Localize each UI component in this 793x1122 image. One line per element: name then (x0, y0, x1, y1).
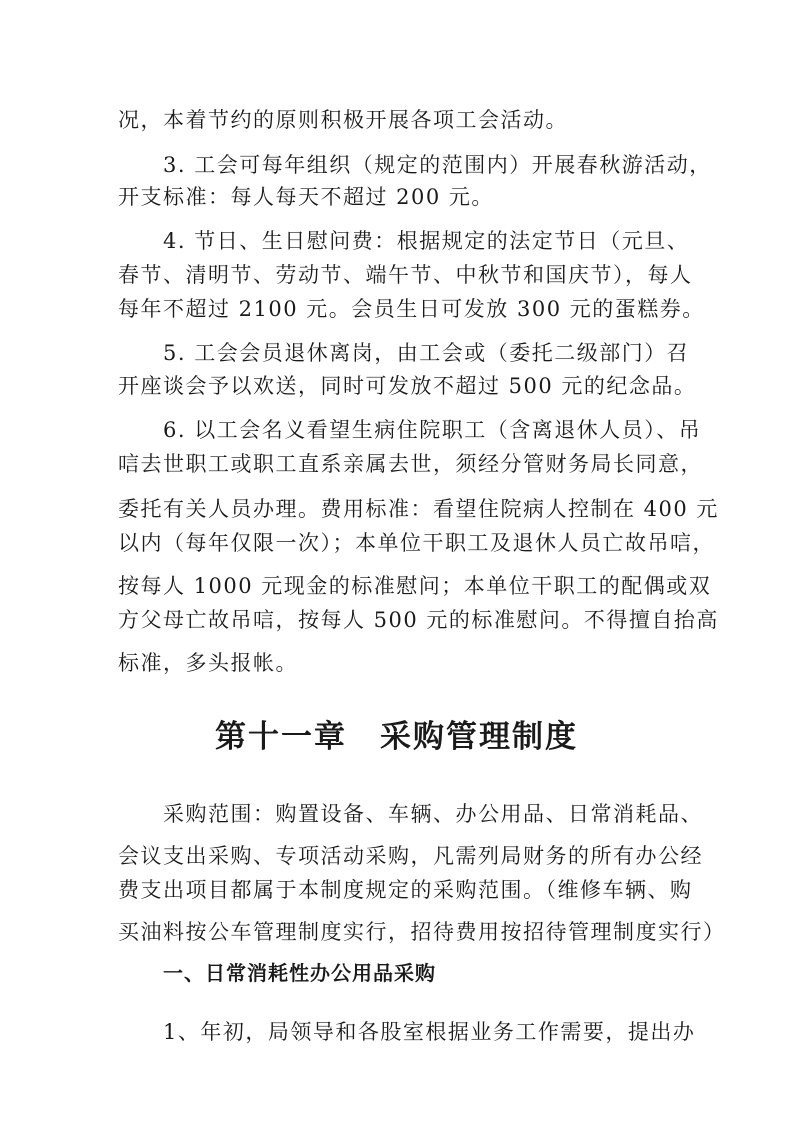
paragraph-line: 唁去世职工或职工直系亲属去世，须经分管财务局长同意， (118, 452, 703, 476)
paragraph-line: 开支标准：每人每天不超过 200 元。 (118, 185, 494, 209)
paragraph-line: 4. 节日、生日慰问费：根据规定的法定节日（元旦、 (163, 229, 690, 253)
paragraph-line: 标准，多头报帐。 (118, 651, 298, 675)
paragraph-line: 5. 工会会员退休离岗，由工会或（委托二级部门）召 (163, 341, 690, 365)
paragraph-line: 开座谈会予以欢送，同时可发放不超过 500 元的纪念品。 (118, 374, 697, 398)
paragraph-line: 会议支出采购、专项活动采购，凡需列局财务的所有办公经 (118, 844, 703, 868)
chapter-heading: 第十一章 采购管理制度 (215, 719, 578, 755)
paragraph-line: 春节、清明节、劳动节、端午节、中秋节和国庆节），每人 (118, 263, 693, 287)
paragraph-line: 按每人 1000 元现金的标准慰问；本单位干职工的配偶或双 (118, 574, 712, 598)
paragraph-line: 况，本着节约的原则积极开展各项工会活动。 (118, 108, 568, 132)
paragraph-line: 每年不超过 2100 元。会员生日可发放 300 元的蛋糕券。 (118, 297, 705, 321)
paragraph-line: 买油料按公车管理制度实行，招待费用按招待管理制度实行） (118, 920, 726, 944)
paragraph-line: 1、年初，局领导和各股室根据业务工作需要，提出办 (163, 1020, 696, 1044)
paragraph-line: 3. 工会可每年组织（规定的范围内）开展春秋游活动， (163, 153, 712, 177)
section-heading: 一、日常消耗性办公用品采购 (163, 961, 436, 985)
paragraph-line: 6. 以工会名义看望生病住院职工（含离退休人员）、吊 (163, 418, 702, 442)
paragraph-line: 采购范围：购置设备、车辆、办公用品、日常消耗品、 (163, 802, 703, 826)
paragraph-line: 费支出项目都属于本制度规定的采购范围。（维修车辆、购 (118, 878, 693, 902)
paragraph-line: 以内（每年仅限一次）；本单位干职工及退休人员亡故吊唁， (118, 531, 715, 555)
paragraph-line: 方父母亡故吊唁，按每人 500 元的标准慰问。不得擅自抬高 (118, 608, 719, 632)
paragraph-line: 委托有关人员办理。费用标准：看望住院病人控制在 400 元 (118, 497, 719, 521)
